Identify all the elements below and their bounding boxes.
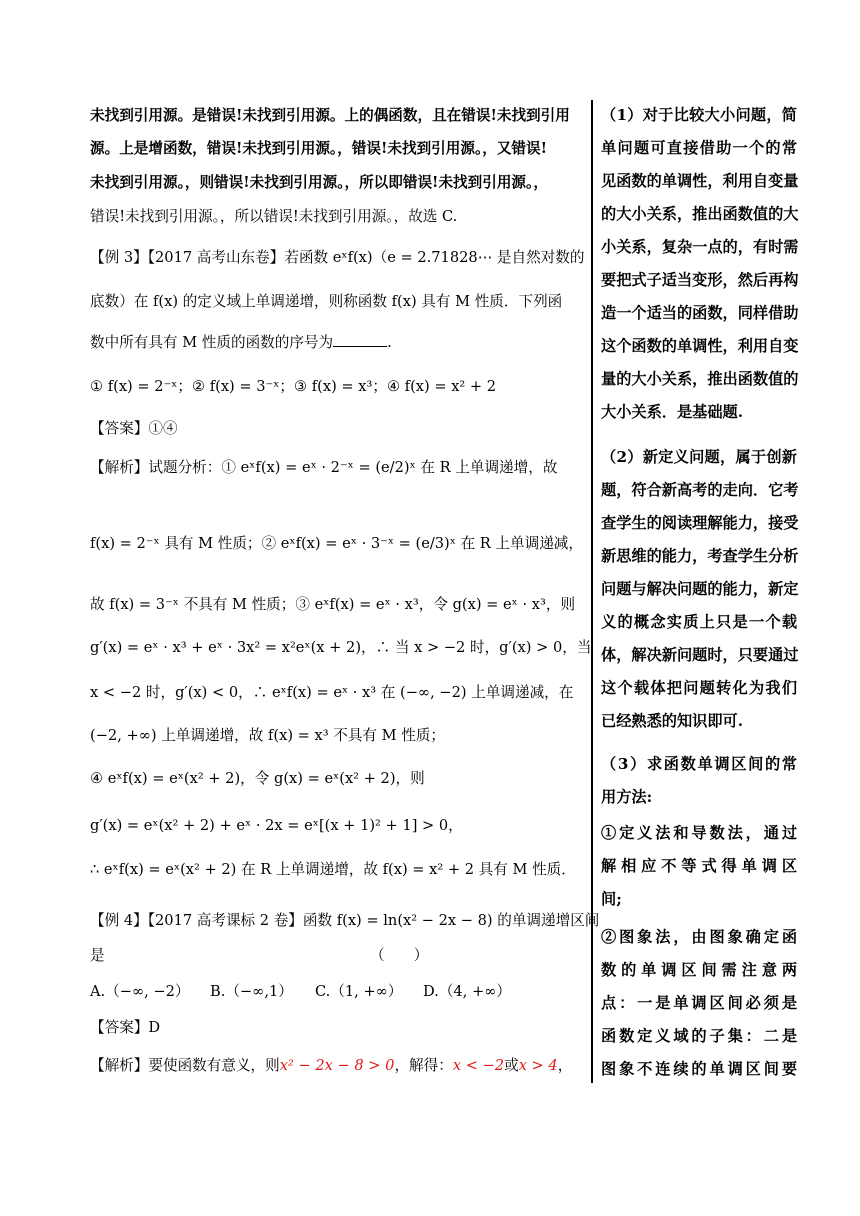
side-line: 这个载体把问题转化为我们 xyxy=(601,679,797,697)
example3-label: 【例 3】【2017 高考山东卷】 xyxy=(90,249,285,266)
side-line: 用方法: xyxy=(601,788,653,806)
option-b: B.（−∞,1） xyxy=(210,983,293,1000)
example3-analysis-9: ∴ eˣf(x) = eˣ(x² + 2) 在 R 上单调递增，故 f(x) = x² + 2 具有 M 性质． xyxy=(90,861,576,878)
example4-line1 xyxy=(90,909,599,930)
side-line: 要把式子适当变形，然后再构 xyxy=(601,271,799,289)
side-line: 函数定义域的子集：二是 xyxy=(601,1027,797,1045)
intro-line-2: 源。上是增函数，错误!未找到引用源。，错误!未找到引用源。，又错误! xyxy=(90,140,548,157)
example4-stem: 函数 f(x) = ln(x² − 2x − 8) 的单调递增区间 xyxy=(302,912,600,929)
side-line: 见函数的单调性，利用自变量 xyxy=(601,172,799,190)
option-d: D.（4, +∞） xyxy=(423,983,511,1000)
example3-analysis-4: g′(x) = eˣ · x³ + eˣ · 3x² = x²eˣ(x + 2)，∴ 当 x > −2 时，g′(x) > 0，当 xyxy=(90,639,592,656)
side-line: 数的单调区间需注意两 xyxy=(601,961,797,979)
side-line: 点：一是单调区间必须是 xyxy=(601,994,797,1012)
intro-line-1: 未找到引用源。是错误!未找到引用源。上的偶函数，且在错误!未找到引用 xyxy=(90,107,570,124)
example3-analysis-5: x < −2 时，g′(x) < 0，∴ eˣf(x) = eˣ · x³ 在 (−∞, −2) 上单调递减，在 xyxy=(90,684,574,701)
side-line: 单问题可直接借助一个的常 xyxy=(601,139,797,157)
side-line: 问题与解决问题的能力，新定 xyxy=(601,580,799,598)
side-line: 图象不连续的单调区间要 xyxy=(601,1060,797,1078)
example3-analysis-3: 故 f(x) = 3⁻ˣ 不具有 M 性质；③ eˣf(x) = eˣ · x³，令 g(x) = eˣ · x³，则 xyxy=(90,596,576,613)
example3-options: ① f(x) = 2⁻ˣ；② f(x) = 3⁻ˣ；③ f(x) = x³；④ f(x) = x² + 2 xyxy=(90,378,497,395)
example3-analysis-1: 【解析】试题分析：① eˣf(x) = eˣ · 2⁻ˣ = (e/2)ˣ 在 R 上单调递增，故 xyxy=(90,459,558,476)
side-line: 解相应不等式得单调区 xyxy=(601,857,797,875)
side-line: 小关系，复杂一点的，有时需 xyxy=(601,238,799,256)
intro-line-4: 错误!未找到引用源。，所以错误!未找到引用源。，故选 C. xyxy=(90,208,458,225)
example3-line2: 底数）在 f(x) 的定义域上单调递增，则称函数 f(x) 具有 M 性质．下列函 xyxy=(90,293,563,310)
example3-line1 xyxy=(90,246,585,267)
example3-line3: 数中所有具有 M 性质的函数的序号为 . xyxy=(90,334,392,351)
side-line: （1）对于比较大小问题，简 xyxy=(601,106,797,124)
side-line: 体，解决新问题时，只要通过 xyxy=(601,646,799,664)
side-line: 义的概念实质上只是一个载 xyxy=(601,613,797,631)
side-line: 大小关系．是基础题. xyxy=(601,403,743,421)
option-c: C.（1, +∞） xyxy=(315,983,403,1000)
side-line: ②图象法，由图象确定函 xyxy=(601,928,797,946)
example3-answer: 【答案】①④ xyxy=(90,420,178,437)
side-line: 新思维的能力，考查学生分析 xyxy=(601,547,799,565)
option-a: A.（−∞, −2） xyxy=(90,983,190,1000)
example4-answer: 【答案】D xyxy=(90,1019,161,1036)
example3-stem-1: 若函数 eˣf(x)（e = 2.71828⋯ 是自然对数的 xyxy=(284,249,585,266)
example4-line2: 是 （ ） xyxy=(90,944,586,965)
side-line: 的大小关系，推出函数值的大 xyxy=(601,205,799,223)
solution-2: x > 4 xyxy=(518,1057,558,1074)
side-line: ①定义法和导数法，通过 xyxy=(601,824,797,842)
inequality-1: x² − 2x − 8 > 0 xyxy=(279,1057,395,1074)
example4-label: 【例 4】【2017 高考课标 2 卷】 xyxy=(90,912,303,929)
example3-analysis-7: ④ eˣf(x) = eˣ(x² + 2)，令 g(x) = eˣ(x² + 2)，则 xyxy=(90,770,425,787)
example3-analysis-6: (−2, +∞) 上单调递增，故 f(x) = x³ 不具有 M 性质； xyxy=(90,727,446,744)
intro-line-3: 未找到引用源。，则错误!未找到引用源。，所以即错误!未找到引用源。， xyxy=(90,174,548,191)
side-line: 造一个适当的函数，同样借助 xyxy=(601,304,799,322)
example3-analysis-2: f(x) = 2⁻ˣ 具有 M 性质；② eˣf(x) = eˣ · 3⁻ˣ = (e/3)ˣ 在 R 上单调递减， xyxy=(90,535,583,552)
side-line: 题，符合新高考的走向．它考 xyxy=(601,481,799,499)
side-line: 量的大小关系，推出函数值的 xyxy=(601,370,799,388)
example4-analysis: 【解析】要使函数有意义，则x² − 2x − 8 > 0，解得：x < −2或x > 4， xyxy=(90,1057,573,1074)
side-line: 间; xyxy=(601,890,622,908)
example3-analysis-8: g′(x) = eˣ(x² + 2) + eˣ · 2x = eˣ[(x + 1)² + 1] > 0， xyxy=(90,817,463,834)
side-line: 这个函数的单调性，利用自变 xyxy=(601,337,799,355)
side-line: 查学生的阅读理解能力，接受 xyxy=(601,514,799,532)
side-line: （2）新定义问题，属于创新 xyxy=(601,448,797,466)
side-line: 已经熟悉的知识即可. xyxy=(601,712,743,730)
answer-parens: （ ） xyxy=(370,947,429,964)
side-line: （3）求函数单调区间的常 xyxy=(601,755,797,773)
column-divider xyxy=(591,100,593,1083)
answer-blank xyxy=(333,334,387,347)
solution-1: x < −2 xyxy=(452,1057,505,1074)
